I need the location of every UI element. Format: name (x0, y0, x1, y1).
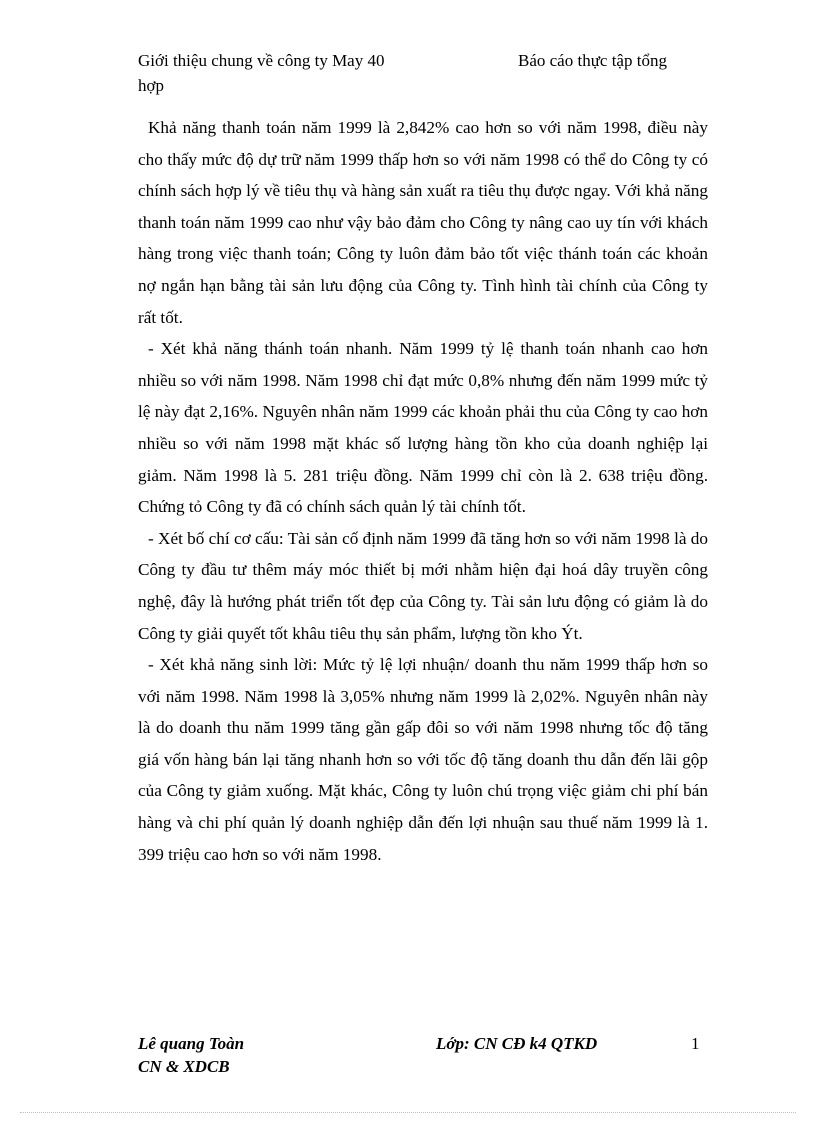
page-bottom-edge (20, 1112, 796, 1113)
header-right-continuation: hợp (138, 76, 164, 95)
footer-author: Lê quang Toàn (138, 1034, 245, 1053)
footer-class: Lớp: CN CĐ k4 QTKD (436, 1034, 598, 1053)
header-right-title: Báo cáo thực tập tổng (518, 51, 667, 70)
paragraph-profitability: - Xét khả năng sinh lời: Mức tỷ lệ lợi nhuận/ doanh thu năm 1999 thấp hơn so với năm 1998. Năm 1998 là 3,05% nhưng năm 1999 là 2,02%. Nguyên nhân này là do doanh thu năm 1999 tăng gần gấp đôi so với năm 1998 nhưng tốc độ tăng giá vốn hàng bán lại tăng nhanh hơn so với tốc độ tăng doanh thu dẫn đến lãi gộp của Công ty giảm xuống. Mặt khác, Công ty luôn chú trọng việc giảm chi phí bán hàng và chi phí quản lý doanh nghiệp dẫn đến lợi nhuận sau thuế năm 1999 là 1. 399 triệu cao hơn so với năm 1998. (138, 655, 708, 864)
header-left-title: Giới thiệu chung về công ty May 40 (138, 51, 385, 70)
footer-department: CN & XDCB (138, 1057, 230, 1076)
paragraph-quick-ratio: - Xét khả năng thánh toán nhanh. Năm 1999 tỷ lệ thanh toán nhanh cao hơn nhiều so với năm 1998. Năm 1998 chỉ đạt mức 0,8% nhưng đến năm 1999 mức tỷ lệ này đạt 2,16%. Nguyên nhân năm 1999 các khoản phải thu của Công ty cao hơn nhiều so với năm 1998 mặt khác số lượng hàng tồn kho của doanh nghiệp lại giảm. Năm 1998 là 5. 281 triệu đồng. Năm 1999 chỉ còn là 2. 638 triệu đồng. Chứng tỏ Công ty đã có chính sách quản lý tài chính tốt. (138, 339, 708, 517)
page-number: 1 (691, 1034, 700, 1053)
paragraph-payment-ability: Khả năng thanh toán năm 1999 là 2,842% cao hơn so với năm 1998, điều này cho thấy mức độ dự trữ năm 1999 thấp hơn so với năm 1998 có thể do Công ty có chính sách hợp lý về tiêu thụ và hàng sản xuất ra tiêu thụ được ngay. Với khả năng thanh toán năm 1999 cao như vậy bảo đảm cho Công ty nâng cao uy tín với khách hàng trong việc thanh toán; Công ty luôn đảm bảo tốt việc thánh toán các khoản nợ ngắn hạn bằng tài sản lưu động của Công ty. Tình hình tài chính của Công ty rất tốt. (138, 118, 708, 327)
document-body (138, 112, 708, 870)
paragraph-asset-structure: - Xét bố chí cơ cấu: Tài sản cố định năm 1999 đã tăng hơn so với năm 1998 là do Công ty đầu tư thêm máy móc thiết bị mới nhằm hiện đại hoá dây truyền công nghệ, đây là hướng phát triển tốt đẹp của Công ty. Tài sản lưu động có giảm là do Công ty giải quyết tốt khâu tiêu thụ sản phẩm, lượng tồn kho Ýt. (138, 528, 708, 643)
